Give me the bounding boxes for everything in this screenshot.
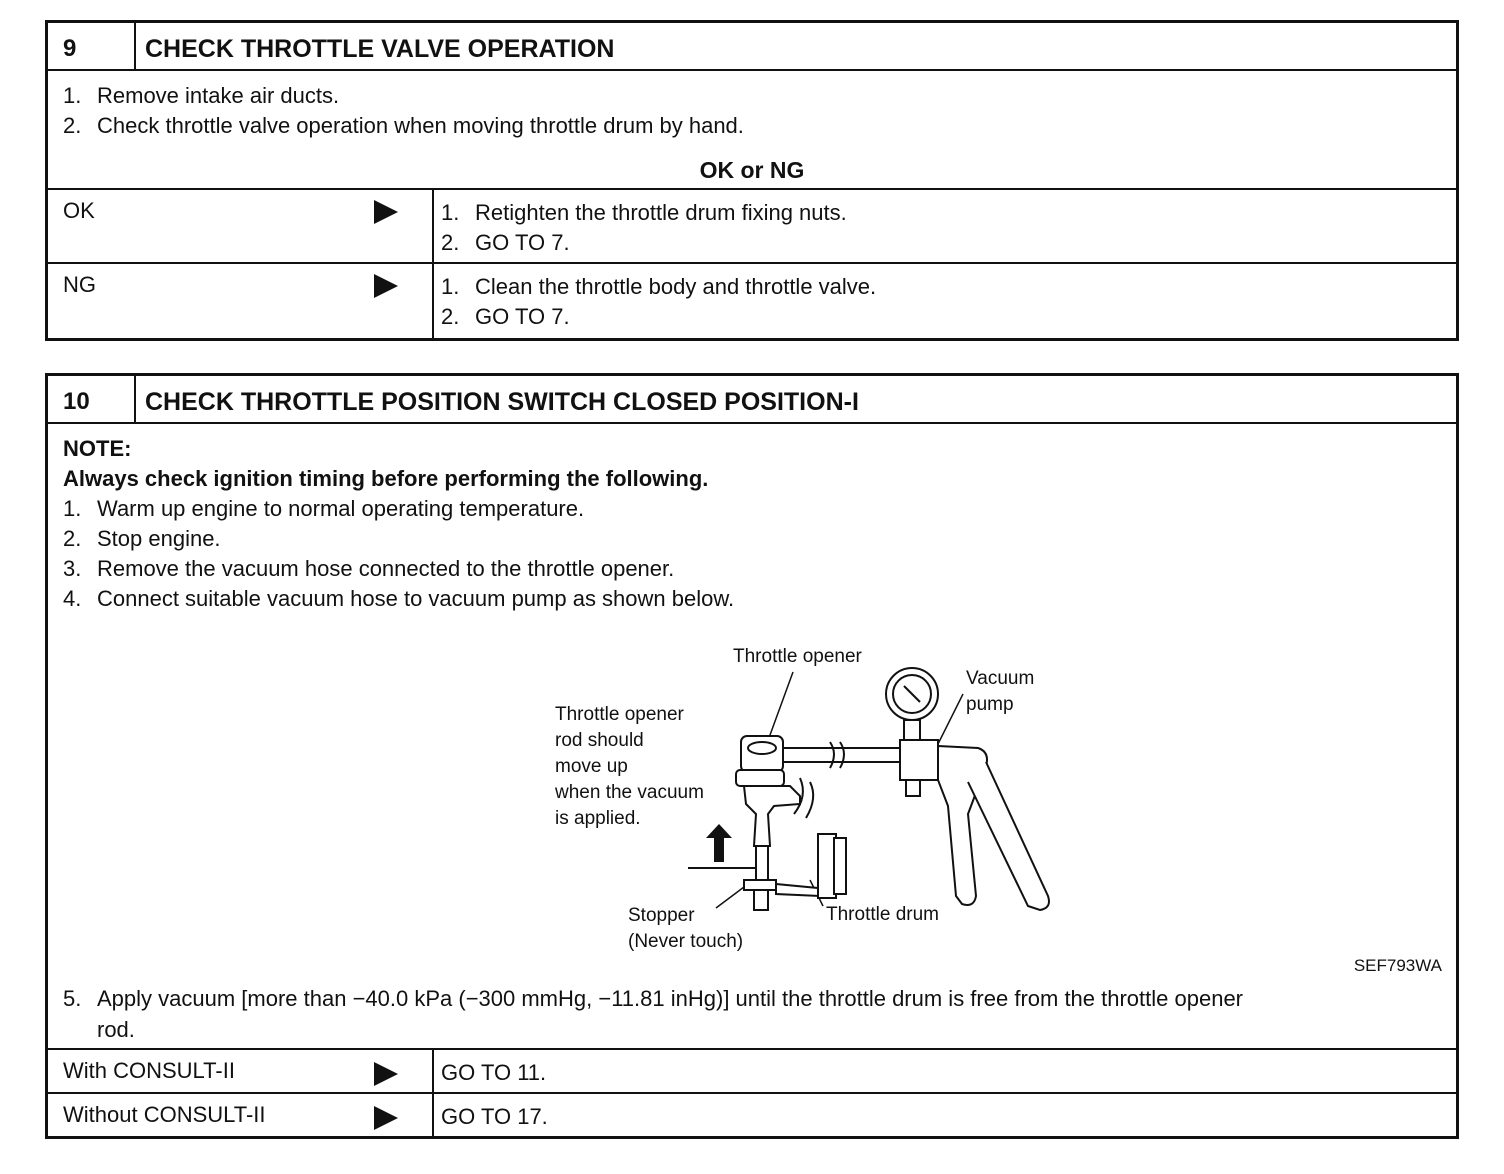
instruction-line: 1. Remove intake air ducts. — [63, 83, 340, 108]
arrow-right-icon — [374, 200, 398, 224]
outcome-row-without-consult — [48, 1092, 1456, 1138]
instruction-line-continued: rod. — [97, 1017, 135, 1042]
arrow-right-icon — [374, 1062, 398, 1086]
label-pump: pump — [966, 694, 1014, 715]
outcome-label: With CONSULT-II — [63, 1058, 235, 1083]
label-vacuum: Vacuum — [966, 668, 1035, 689]
outcome-actions: 1. Retighten the throttle drum fixing nuts. 2. GO TO 7. — [441, 200, 847, 255]
instruction-line: 2. Stop engine. — [63, 526, 221, 551]
label-stopper: Stopper — [628, 905, 695, 926]
label-rod-line: move up — [555, 756, 628, 777]
label-rod-line: is applied. — [555, 808, 641, 829]
label-rod-line: rod should — [555, 730, 644, 751]
outcome-action: GO TO 17. — [441, 1104, 548, 1129]
result-heading: OK or NG — [699, 157, 805, 183]
note-text: Always check ignition timing before performing the following. — [63, 466, 709, 491]
note-label: NOTE: — [63, 436, 132, 461]
label-never-touch: (Never touch) — [628, 931, 744, 952]
step-number: 10 — [48, 376, 136, 422]
outcome-actions: 1. Clean the throttle body and throttle valve. 2. GO TO 7. — [441, 274, 877, 329]
outcome-row-ng — [48, 262, 1456, 340]
instruction-line: 4. Connect suitable vacuum hose to vacuum pump as shown below. — [63, 586, 735, 611]
step-title: CHECK THROTTLE POSITION SWITCH CLOSED POSITION-I — [145, 388, 859, 416]
arrow-up-icon — [706, 824, 732, 862]
step-header — [48, 376, 1456, 424]
outcome-row-with-consult — [48, 1048, 1456, 1094]
instruction-line: 2. Check throttle valve operation when moving throttle drum by hand. — [63, 113, 744, 138]
step-title: CHECK THROTTLE VALVE OPERATION — [145, 35, 615, 63]
arrow-right-icon — [374, 1106, 398, 1130]
vacuum-hose — [783, 742, 903, 818]
step-header — [48, 23, 1456, 71]
instruction-line: 1. Warm up engine to normal operating temperature. — [63, 496, 585, 521]
label-throttle-drum: Throttle drum — [826, 904, 939, 925]
instruction-line: 5. Apply vacuum [more than −40.0 kPa (−300 mmHg, −11.81 inHg)] until the throttle drum is free from the throttle opener — [63, 986, 1244, 1011]
outcome-action: GO TO 11. — [441, 1060, 547, 1085]
figure-code: SEF793WA — [1353, 956, 1442, 975]
instruction-line: 3. Remove the vacuum hose connected to the throttle opener. — [63, 556, 675, 581]
outcome-label: NG — [63, 272, 96, 297]
arrow-right-icon — [374, 274, 398, 298]
step-10-block — [45, 373, 1459, 1139]
step-9-block — [45, 20, 1459, 341]
label-rod-line: when the vacuum — [555, 782, 704, 803]
outcome-row-ok — [48, 188, 1456, 264]
outcome-label: OK — [63, 198, 95, 223]
step-number: 9 — [48, 23, 136, 69]
outcome-label: Without CONSULT-II — [63, 1102, 266, 1127]
label-throttle-opener: Throttle opener — [733, 646, 862, 667]
vacuum-pump-diagram — [508, 636, 1068, 966]
label-rod-line: Throttle opener — [555, 704, 684, 725]
